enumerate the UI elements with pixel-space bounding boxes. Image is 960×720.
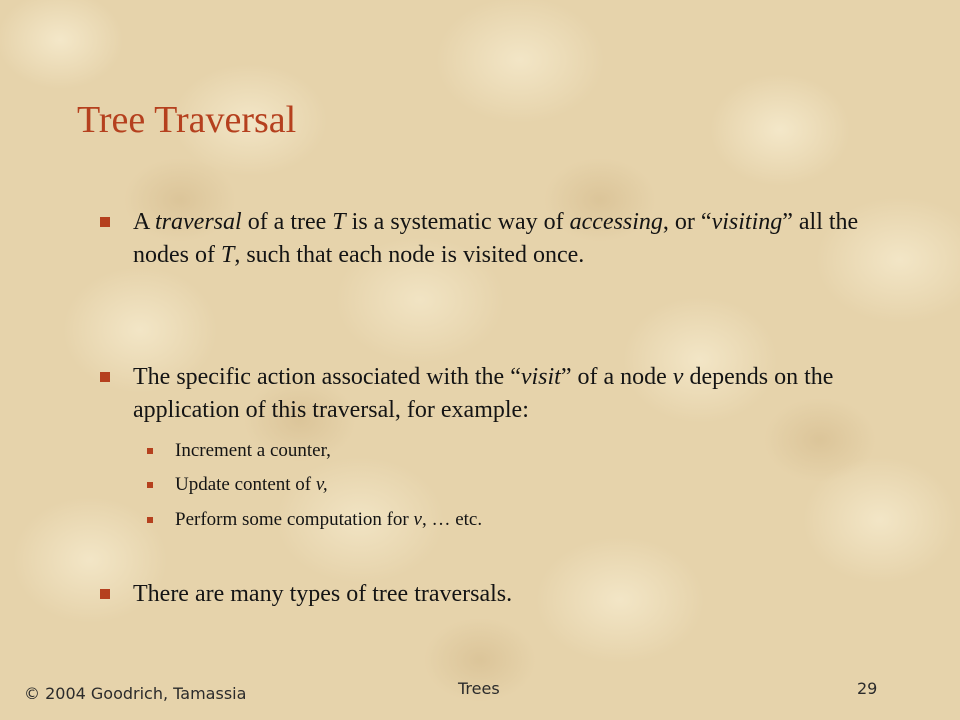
- sub-bullet-text-2: [175, 473, 328, 497]
- small-square-bullet-icon: [147, 517, 153, 523]
- square-bullet-icon: [100, 589, 110, 599]
- italic-text-run: T: [332, 209, 346, 235]
- slide-title: Tree Traversal: [77, 99, 297, 141]
- text-run: ” all the nodes of: [133, 209, 859, 268]
- bullet-item-3: [100, 578, 900, 611]
- bullet-item-2: [100, 361, 900, 427]
- text-run: of a tree: [241, 209, 333, 235]
- bullet-item-1: [100, 206, 900, 272]
- small-square-bullet-icon: [147, 448, 153, 454]
- text-run: Update content of: [175, 474, 316, 495]
- italic-text-run: T: [220, 242, 235, 268]
- footer-page-number: 29: [857, 679, 878, 698]
- text-run: , or “: [662, 209, 712, 235]
- sub-bullet-item-1: [147, 439, 331, 463]
- text-run: Increment a counter,: [175, 440, 331, 461]
- italic-text-run: v: [413, 509, 422, 530]
- italic-text-run: traversal: [155, 209, 242, 235]
- text-run: , such that each node is visited once.: [234, 242, 585, 268]
- text-run: There are many types of tree traversals.: [133, 581, 513, 607]
- sub-bullet-item-3: [147, 508, 482, 532]
- bullet-text-1: [133, 206, 883, 272]
- text-run: Perform some computation for: [175, 509, 414, 530]
- square-bullet-icon: [100, 372, 110, 382]
- italic-text-run: accessing: [569, 209, 663, 235]
- sub-bullet-text-3: [175, 508, 482, 532]
- square-bullet-icon: [100, 217, 110, 227]
- italic-text-run: visit: [520, 364, 561, 390]
- text-run: The specific action associated with the “: [133, 364, 521, 390]
- italic-text-run: visiting: [711, 209, 783, 235]
- sub-bullet-text-1: [175, 439, 331, 463]
- text-run: depends on the application of this traversal, for example:: [133, 364, 834, 423]
- italic-text-run: v: [672, 364, 684, 390]
- text-run: A: [133, 209, 156, 235]
- small-square-bullet-icon: [147, 482, 153, 488]
- italic-text-run: v,: [315, 474, 328, 495]
- text-run: is a systematic way of: [345, 209, 570, 235]
- text-run: , … etc.: [421, 509, 483, 530]
- text-run: ” of a node: [560, 364, 673, 390]
- footer-section: Trees: [458, 679, 500, 698]
- sub-bullet-item-2: [147, 473, 328, 497]
- footer-copyright: © 2004 Goodrich, Tamassia: [24, 684, 247, 703]
- bullet-text-2: [133, 361, 883, 427]
- bullet-text-3: [133, 578, 883, 611]
